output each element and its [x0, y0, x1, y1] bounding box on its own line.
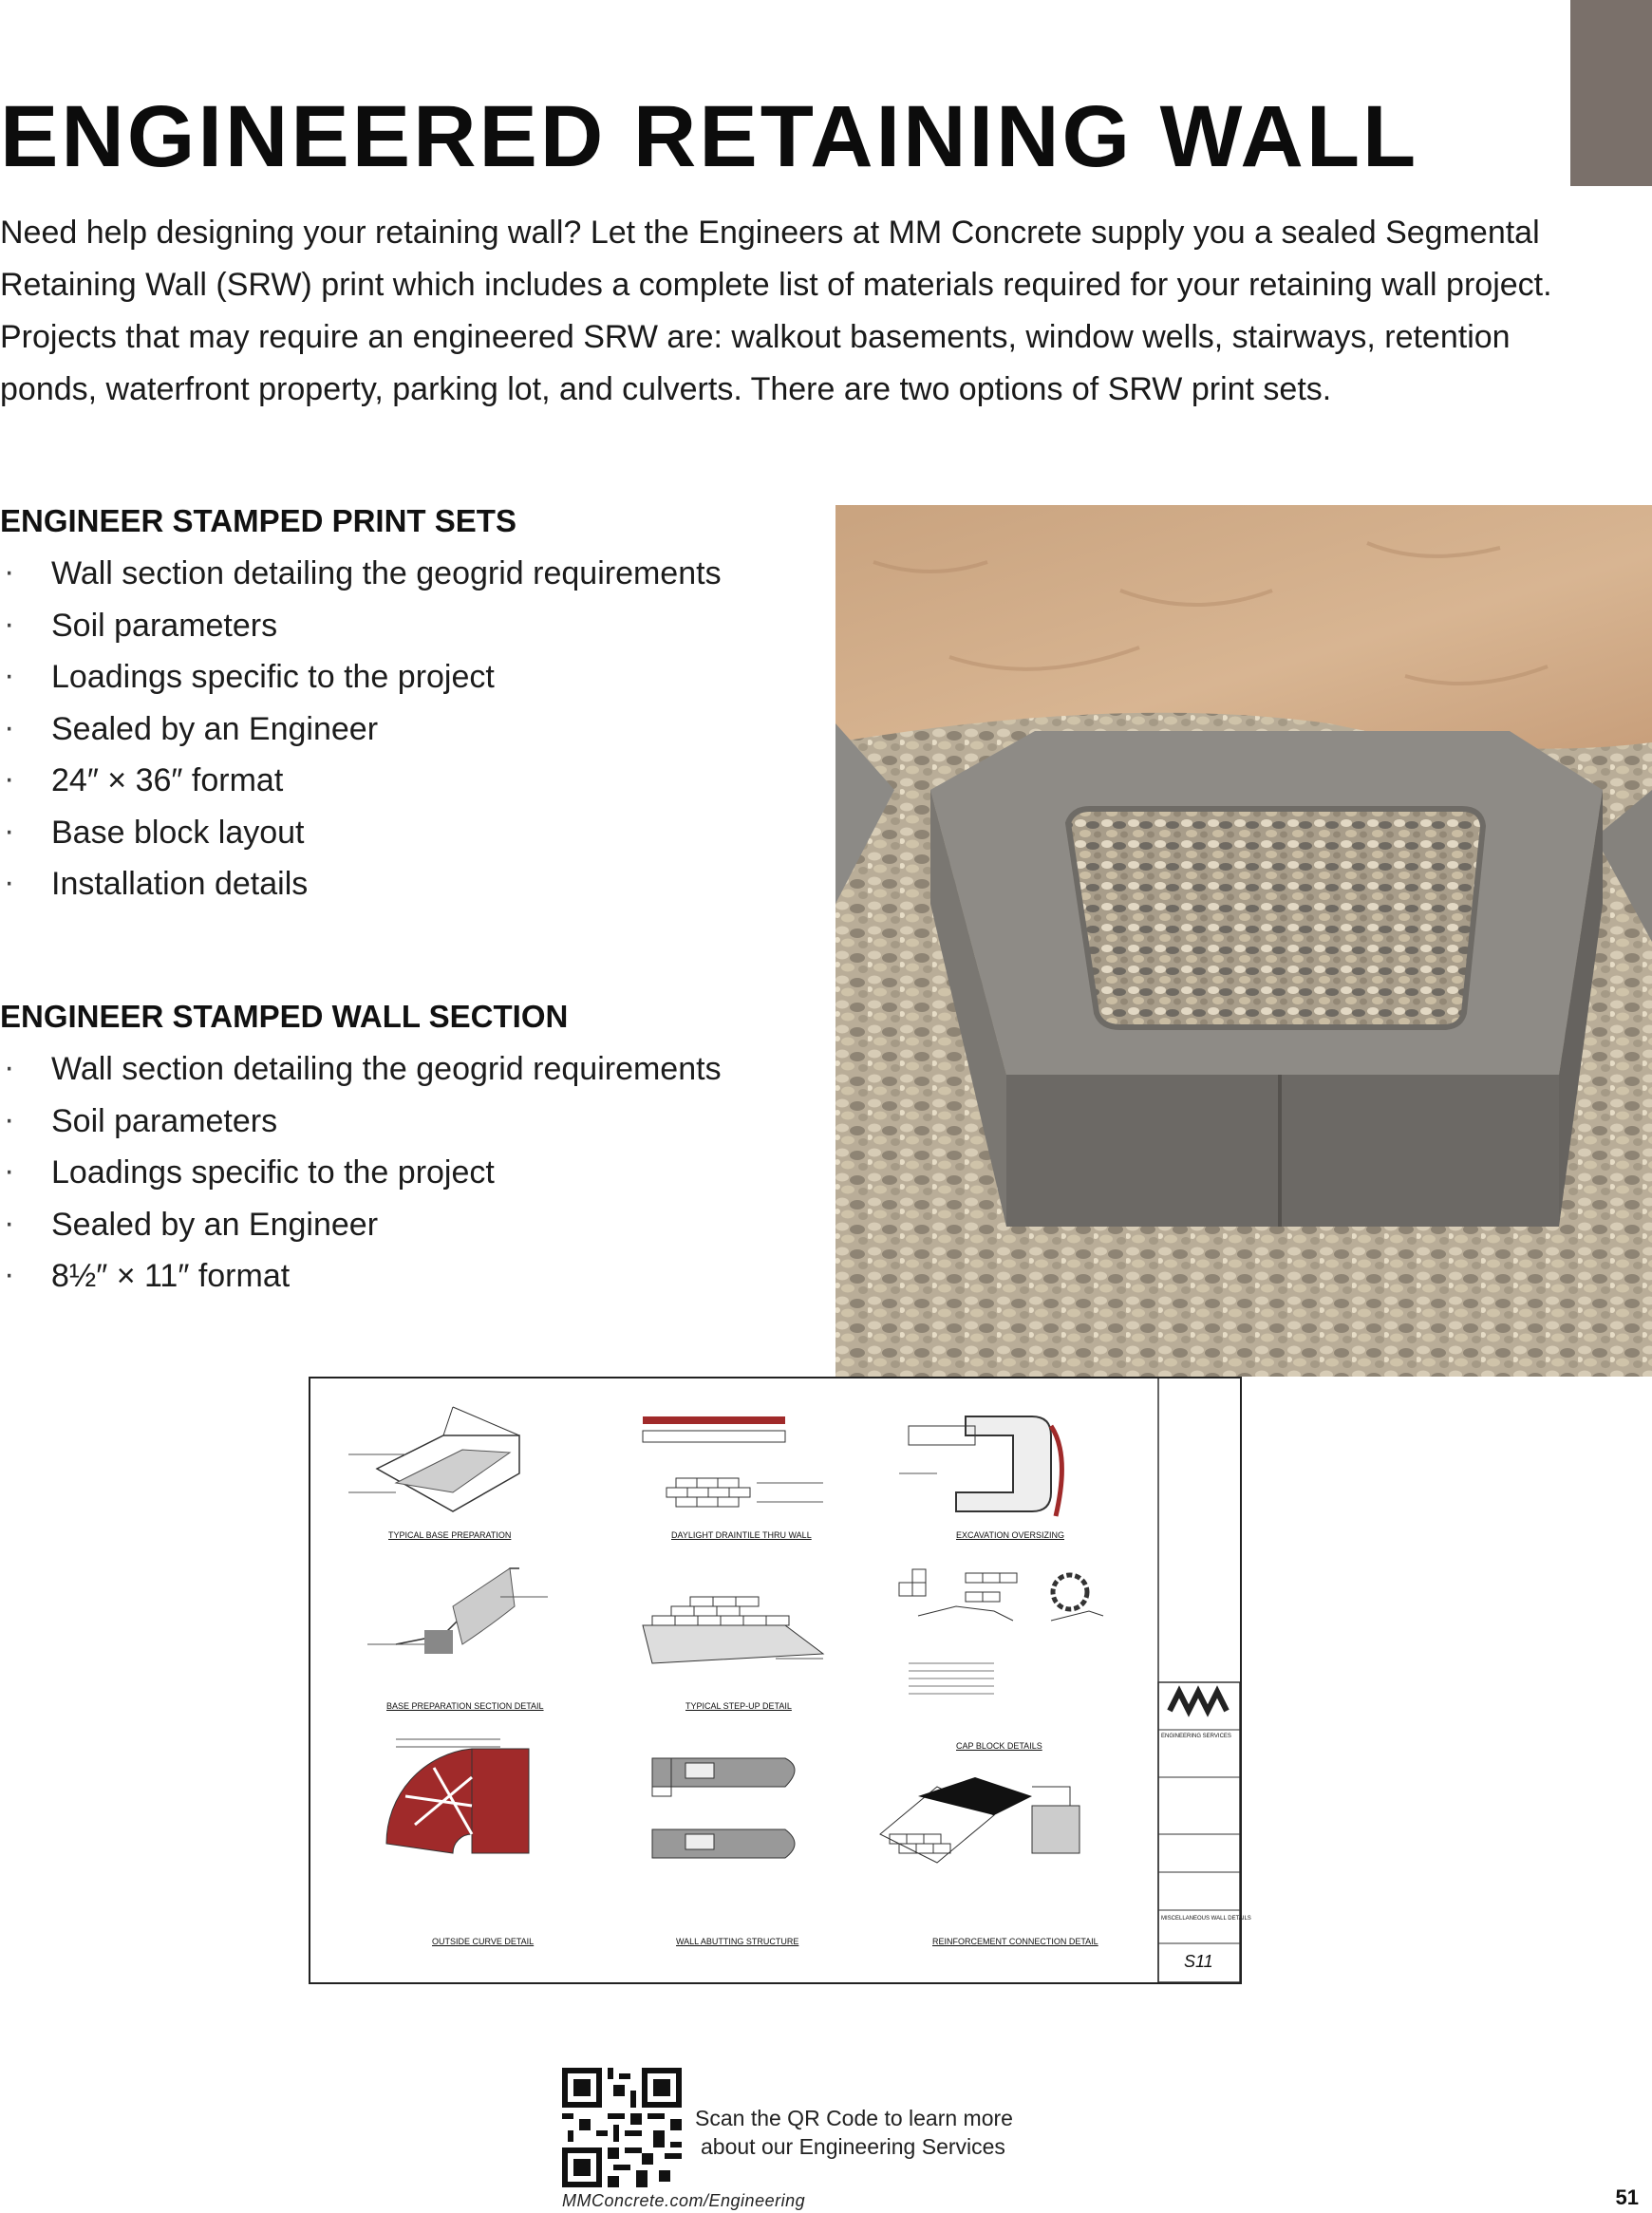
detail-outside-curve — [386, 1739, 529, 1853]
wall-section-list — [0, 1043, 722, 1303]
list-item: · Loadings specific to the project — [0, 1147, 722, 1199]
detail-typical-step-up — [643, 1597, 823, 1663]
drawing-caption: DAYLIGHT DRAINTILE THRU WALL — [671, 1530, 812, 1540]
sheet-number: S11 — [1184, 1952, 1213, 1971]
detail-base-preparation — [348, 1407, 519, 1511]
qr-caption-line: about our Engineering Services — [701, 2134, 1005, 2159]
qr-code[interactable] — [562, 2068, 682, 2187]
drawing-caption: BASE PREPARATION SECTION DETAIL — [386, 1701, 544, 1711]
engineering-link[interactable]: MMConcrete.com/Engineering — [562, 2191, 806, 2210]
detail-excavation-oversizing — [899, 1416, 1061, 1516]
retaining-block-photo — [835, 505, 1652, 1377]
detail-cap-block — [899, 1569, 1103, 1694]
qr-caption-line: Scan the QR Code to learn more — [695, 2106, 1013, 2130]
title-block — [1158, 1378, 1240, 1982]
section-tab — [1570, 0, 1652, 186]
drawing-caption: TYPICAL STEP-UP DETAIL — [685, 1701, 792, 1711]
drawing-caption: REINFORCEMENT CONNECTION DETAIL — [932, 1937, 1098, 1946]
intro-paragraph: Need help designing your retaining wall? Let the Engineers at MM Concrete supply you a sealed Segmental Retaining Wall (SRW) print which includes a complete list of materials required for your retaining wall project. Projects that may require an engineered SRW are: walkout basements, window wells, stairways, retention ponds, waterfront property, parking lot, and culverts. There are two options of SRW print sets. — [0, 215, 1552, 407]
list-item: · 24″ × 36″ format — [0, 755, 722, 807]
page-number: 51 — [1615, 2185, 1639, 2209]
print-sets-heading: ENGINEER STAMPED PRINT SETS — [0, 503, 516, 538]
list-item: · Wall section detailing the geogrid requirements — [0, 1043, 722, 1096]
list-item: · Sealed by an Engineer — [0, 1199, 722, 1251]
drawing-caption: WALL ABUTTING STRUCTURE — [676, 1937, 799, 1946]
detail-base-prep-section — [367, 1568, 548, 1654]
drawing-caption: OUTSIDE CURVE DETAIL — [432, 1937, 535, 1946]
list-item: · Wall section detailing the geogrid requirements — [0, 548, 722, 600]
title-block-header: ENGINEERING SERVICES — [1161, 1734, 1231, 1739]
list-item: · Soil parameters — [0, 1096, 722, 1148]
drawing-caption: EXCAVATION OVERSIZING — [956, 1530, 1065, 1540]
list-item: · Soil parameters — [0, 600, 722, 652]
list-item: · Installation details — [0, 858, 722, 910]
title-block-title: MISCELLANEOUS WALL DETAILS — [1161, 1916, 1251, 1922]
engineering-drawing-sheet — [309, 1377, 1251, 1984]
drawing-caption: CAP BLOCK DETAILS — [956, 1741, 1042, 1751]
drawing-caption: TYPICAL BASE PREPARATION — [388, 1530, 512, 1540]
list-item: · Base block layout — [0, 807, 722, 859]
print-sets-list — [0, 548, 722, 910]
detail-daylight-draintile — [643, 1416, 823, 1507]
detail-reinforcement-connection — [880, 1777, 1079, 1863]
list-item: · Sealed by an Engineer — [0, 703, 722, 756]
qr-caption — [695, 2104, 1013, 2161]
wall-section-heading: ENGINEER STAMPED WALL SECTION — [0, 999, 569, 1034]
list-item: · Loadings specific to the project — [0, 651, 722, 703]
page-title: ENGINEERED RETAINING WALL — [0, 88, 1419, 185]
list-item: · 8½″ × 11″ format — [0, 1250, 722, 1303]
detail-wall-abutting — [652, 1758, 795, 1858]
